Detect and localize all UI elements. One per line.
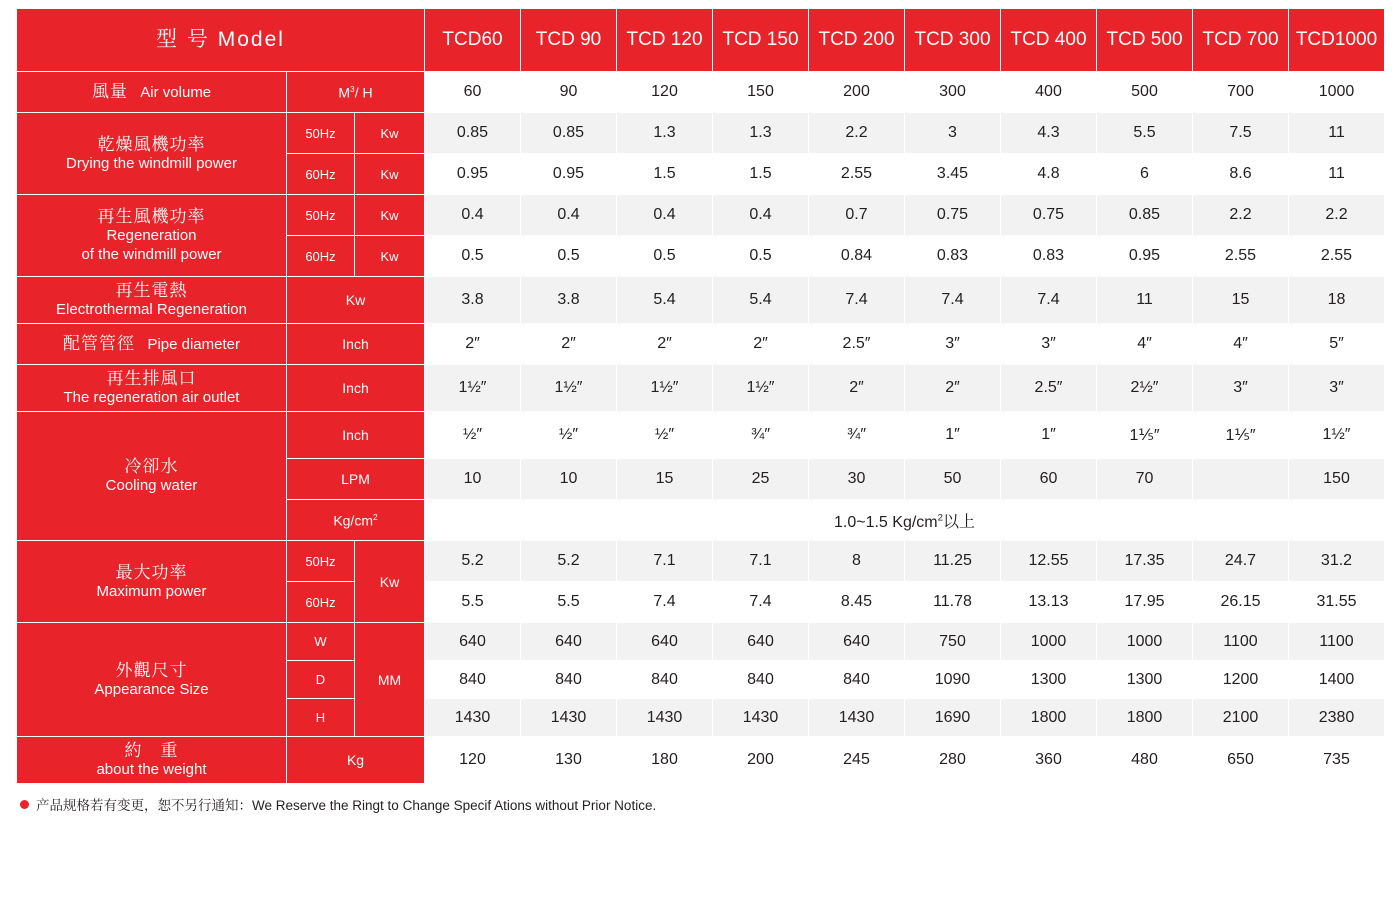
cell-value: 15 <box>617 459 713 500</box>
model-header-cell: TCD 700 <box>1193 9 1289 72</box>
cell-value: ½″ <box>425 412 521 459</box>
unit-appearance-size: MM <box>355 623 425 737</box>
cell-value: 200 <box>713 737 809 784</box>
cell-value: 2″ <box>809 365 905 412</box>
cell-value: 245 <box>809 737 905 784</box>
cell-value: 26.15 <box>1193 582 1289 623</box>
cell-value: 650 <box>1193 737 1289 784</box>
cell-value: 2″ <box>617 324 713 365</box>
cell-value: 0.83 <box>905 236 1001 277</box>
unit-weight: Kg <box>287 737 425 784</box>
cell-value: 11 <box>1289 154 1385 195</box>
cell-value: 200 <box>809 72 905 113</box>
cell-value: 1½″ <box>713 365 809 412</box>
header-model-en: Model <box>217 27 285 51</box>
cell-value: 1200 <box>1193 661 1289 699</box>
cell-value: 300 <box>905 72 1001 113</box>
cell-value: 3.8 <box>425 277 521 324</box>
cell-value: 150 <box>713 72 809 113</box>
cell-value: 11 <box>1097 277 1193 324</box>
cell-value: 840 <box>809 661 905 699</box>
cell-value: 1000 <box>1289 72 1385 113</box>
cell-value: 640 <box>713 623 809 661</box>
cell-value: 735 <box>1289 737 1385 784</box>
model-header-cell: TCD60 <box>425 9 521 72</box>
cell-value: 130 <box>521 737 617 784</box>
dimension-label-d: D <box>287 661 355 699</box>
cell-value: 2.2 <box>809 113 905 154</box>
cell-value: 1100 <box>1289 623 1385 661</box>
cell-value: 0.83 <box>1001 236 1097 277</box>
cell-value: 2.5″ <box>1001 365 1097 412</box>
cell-value: 1430 <box>617 699 713 737</box>
cell-value: 0.85 <box>521 113 617 154</box>
cell-value: ¾″ <box>713 412 809 459</box>
model-header-cell: TCD 150 <box>713 9 809 72</box>
cell-value: 4.3 <box>1001 113 1097 154</box>
cell-value: 2.2 <box>1289 195 1385 236</box>
cell-value: 8 <box>809 541 905 582</box>
cell-value: 0.7 <box>809 195 905 236</box>
cell-value: 1½″ <box>521 365 617 412</box>
model-header-cell: TCD1000 <box>1289 9 1385 72</box>
cell-value: 11.25 <box>905 541 1001 582</box>
cell-value: 25 <box>713 459 809 500</box>
unit-electrothermal: Kw <box>287 277 425 324</box>
cell-value: 840 <box>617 661 713 699</box>
cell-value: 1″ <box>905 412 1001 459</box>
cell-value: 1.5 <box>617 154 713 195</box>
cell-value: 1.3 <box>617 113 713 154</box>
footer-note-text: 产品规格若有变更，恕不另行通知：We Reserve the Ringt to Change Specif Ations without Prior Notice. <box>36 798 657 813</box>
cell-value: 180 <box>617 737 713 784</box>
cell-value: 31.2 <box>1289 541 1385 582</box>
cell-value: ¾″ <box>809 412 905 459</box>
table-header-row <box>17 9 1385 72</box>
cell-value: 5″ <box>1289 324 1385 365</box>
cell-value: 2.2 <box>1193 195 1289 236</box>
cell-value: 0.84 <box>809 236 905 277</box>
cell-value: 4.8 <box>1001 154 1097 195</box>
cell-value: 5.2 <box>521 541 617 582</box>
cell-value: 11 <box>1289 113 1385 154</box>
cell-value: 13.13 <box>1001 582 1097 623</box>
cell-value: 3.45 <box>905 154 1001 195</box>
cell-value: 700 <box>1193 72 1289 113</box>
freq-60hz-label: 60Hz <box>287 582 355 623</box>
cell-value: 1430 <box>425 699 521 737</box>
cell-value: 1000 <box>1001 623 1097 661</box>
cell-value: 7.4 <box>713 582 809 623</box>
row-pipe-diameter <box>17 324 1385 365</box>
cell-value: 3 <box>905 113 1001 154</box>
cell-value: 50 <box>905 459 1001 500</box>
cell-value: 2½″ <box>1097 365 1193 412</box>
cell-value: 4″ <box>1193 324 1289 365</box>
cooling-water-pressure-note: 1.0~1.5 $Kg/cm^2$以上 <box>425 500 1385 541</box>
cell-value: 1½″ <box>617 365 713 412</box>
model-header-cell: TCD 500 <box>1097 9 1193 72</box>
cell-value: 3.8 <box>521 277 617 324</box>
cell-value: 640 <box>521 623 617 661</box>
cell-value: 5.4 <box>617 277 713 324</box>
cell-value: 7.4 <box>809 277 905 324</box>
model-header-cell: TCD 200 <box>809 9 905 72</box>
cell-value: 840 <box>521 661 617 699</box>
cell-value: 18 <box>1289 277 1385 324</box>
cell-value: 500 <box>1097 72 1193 113</box>
cell-value: 0.5 <box>521 236 617 277</box>
cell-value: 24.7 <box>1193 541 1289 582</box>
cell-value: 2.55 <box>809 154 905 195</box>
cell-value: 7.4 <box>1001 277 1097 324</box>
label-air-volume: 風量 Air volume <box>17 72 287 113</box>
cell-value: 640 <box>617 623 713 661</box>
cell-value: 0.5 <box>713 236 809 277</box>
cell-value: 1800 <box>1001 699 1097 737</box>
cell-value: 2380 <box>1289 699 1385 737</box>
cell-value: 640 <box>425 623 521 661</box>
cell-value: 1800 <box>1097 699 1193 737</box>
cell-value: 3″ <box>1001 324 1097 365</box>
row-regen-air-outlet <box>17 365 1385 412</box>
specifications-table <box>16 8 1385 784</box>
cell-value: 7.1 <box>617 541 713 582</box>
cell-value: 8.6 <box>1193 154 1289 195</box>
cell-value: 400 <box>1001 72 1097 113</box>
cell-value: 0.75 <box>905 195 1001 236</box>
cell-value: 1090 <box>905 661 1001 699</box>
freq-60hz-label: 60Hz <box>287 154 355 195</box>
unit-drying-power: Kw <box>355 113 425 154</box>
cell-value: 12.55 <box>1001 541 1097 582</box>
footer-note <box>16 794 1384 814</box>
cell-value: 0.95 <box>521 154 617 195</box>
label-cooling-water: 冷卻水 Cooling water <box>17 412 287 541</box>
cell-value: 1⅕″ <box>1193 412 1289 459</box>
cell-value: 2″ <box>521 324 617 365</box>
cell-value: 280 <box>905 737 1001 784</box>
row-appearance-w <box>17 623 1385 661</box>
cell-value: 2″ <box>425 324 521 365</box>
row-electrothermal <box>17 277 1385 324</box>
cell-value: 0.4 <box>521 195 617 236</box>
row-cooling-water-inch <box>17 412 1385 459</box>
label-pipe-diameter: 配管管徑 Pipe diameter <box>17 324 287 365</box>
cell-value: 1⅕″ <box>1097 412 1193 459</box>
cell-value: 0.85 <box>1097 195 1193 236</box>
cell-value: 0.75 <box>1001 195 1097 236</box>
cell-value: 2.5″ <box>809 324 905 365</box>
cell-value: 120 <box>425 737 521 784</box>
dimension-label-h: H <box>287 699 355 737</box>
model-header-cell: TCD 120 <box>617 9 713 72</box>
cell-value: 2″ <box>905 365 1001 412</box>
unit-drying-power: Kw <box>355 154 425 195</box>
model-header-cell: TCD 400 <box>1001 9 1097 72</box>
cell-value: 7.5 <box>1193 113 1289 154</box>
cell-value: 360 <box>1001 737 1097 784</box>
cell-value: 1.3 <box>713 113 809 154</box>
cell-value: 2″ <box>713 324 809 365</box>
cell-value: 0.5 <box>425 236 521 277</box>
cell-value: 0.5 <box>617 236 713 277</box>
cell-value: 0.95 <box>425 154 521 195</box>
cell-value: 5.5 <box>521 582 617 623</box>
cell-value: 31.55 <box>1289 582 1385 623</box>
unit-regen-power: Kw <box>355 236 425 277</box>
cell-value: 5.5 <box>1097 113 1193 154</box>
cell-value: 7.4 <box>905 277 1001 324</box>
cell-value: 60 <box>425 72 521 113</box>
label-electrothermal: 再生電熱 Electrothermal Regeneration <box>17 277 287 324</box>
cell-value: 1430 <box>809 699 905 737</box>
cell-value: 840 <box>713 661 809 699</box>
row-weight <box>17 737 1385 784</box>
label-appearance-size: 外觀尺寸 Appearance Size <box>17 623 287 737</box>
freq-50hz-label: 50Hz <box>287 195 355 236</box>
cell-value: 70 <box>1097 459 1193 500</box>
cell-value: 0.4 <box>425 195 521 236</box>
unit-regen-air-outlet: Inch <box>287 365 425 412</box>
cell-value: 2100 <box>1193 699 1289 737</box>
freq-50hz-label: 50Hz <box>287 541 355 582</box>
cell-value: 4″ <box>1097 324 1193 365</box>
cell-value: 1½″ <box>425 365 521 412</box>
cell-value: 11.78 <box>905 582 1001 623</box>
header-model-cn: 型 号 <box>156 27 210 51</box>
cell-value: 640 <box>809 623 905 661</box>
cell-value: 90 <box>521 72 617 113</box>
cell-value: 30 <box>809 459 905 500</box>
cell-value: 0.4 <box>617 195 713 236</box>
cell-value: 150 <box>1289 459 1385 500</box>
cell-value: 6 <box>1097 154 1193 195</box>
model-header-cell: TCD 90 <box>521 9 617 72</box>
row-drying-power-50hz <box>17 113 1385 154</box>
cell-value: 3″ <box>1289 365 1385 412</box>
unit-max-power: Kw <box>355 541 425 623</box>
cell-value: 17.95 <box>1097 582 1193 623</box>
cell-value: 2.55 <box>1193 236 1289 277</box>
row-max-power-50hz <box>17 541 1385 582</box>
cell-value: 0.4 <box>713 195 809 236</box>
cell-value: 0.85 <box>425 113 521 154</box>
header-model-label <box>17 9 425 72</box>
dimension-label-w: W <box>287 623 355 661</box>
cell-value: 1300 <box>1097 661 1193 699</box>
cell-value: 1430 <box>521 699 617 737</box>
cell-value: 750 <box>905 623 1001 661</box>
cell-value: 7.1 <box>713 541 809 582</box>
cell-value: 1½″ <box>1289 412 1385 459</box>
cell-value <box>1193 459 1289 500</box>
cell-value: 2.55 <box>1289 236 1385 277</box>
cell-value: 840 <box>425 661 521 699</box>
cell-value: 1430 <box>713 699 809 737</box>
row-regen-power-50hz <box>17 195 1385 236</box>
cell-value: 5.5 <box>425 582 521 623</box>
label-regen-power: 再生風機功率 Regeneration of the windmill power <box>17 195 287 277</box>
freq-60hz-label: 60Hz <box>287 236 355 277</box>
cell-value: 1100 <box>1193 623 1289 661</box>
label-max-power: 最大功率 Maximum power <box>17 541 287 623</box>
label-regen-air-outlet: 再生排風口 The regeneration air outlet <box>17 365 287 412</box>
cell-value: ½″ <box>617 412 713 459</box>
cell-value: 1.5 <box>713 154 809 195</box>
cell-value: 10 <box>425 459 521 500</box>
cell-value: 10 <box>521 459 617 500</box>
bullet-icon <box>20 800 29 809</box>
cell-value: 8.45 <box>809 582 905 623</box>
cell-value: 1400 <box>1289 661 1385 699</box>
cell-value: ½″ <box>521 412 617 459</box>
cell-value: 1690 <box>905 699 1001 737</box>
cell-value: 480 <box>1097 737 1193 784</box>
cell-value: 3″ <box>1193 365 1289 412</box>
cell-value: 15 <box>1193 277 1289 324</box>
cell-value: 1000 <box>1097 623 1193 661</box>
unit-air-volume: $M^3/$ H <box>287 72 425 113</box>
model-header-cell: TCD 300 <box>905 9 1001 72</box>
label-drying-power: 乾燥風機功率 Drying the windmill power <box>17 113 287 195</box>
cell-value: 7.4 <box>617 582 713 623</box>
cell-value: 60 <box>1001 459 1097 500</box>
unit-cooling-water-lpm: LPM <box>287 459 425 500</box>
unit-pipe-diameter: Inch <box>287 324 425 365</box>
label-weight: 約 重 about the weight <box>17 737 287 784</box>
unit-cooling-water-inch: Inch <box>287 412 425 459</box>
cell-value: 17.35 <box>1097 541 1193 582</box>
cell-value: 120 <box>617 72 713 113</box>
cell-value: 0.95 <box>1097 236 1193 277</box>
row-air-volume <box>17 72 1385 113</box>
unit-cooling-water-pressure: $Kg/cm^2$ <box>287 500 425 541</box>
cell-value: 5.2 <box>425 541 521 582</box>
freq-50hz-label: 50Hz <box>287 113 355 154</box>
cell-value: 3″ <box>905 324 1001 365</box>
unit-regen-power: Kw <box>355 195 425 236</box>
cell-value: 1″ <box>1001 412 1097 459</box>
cell-value: 1300 <box>1001 661 1097 699</box>
cell-value: 5.4 <box>713 277 809 324</box>
